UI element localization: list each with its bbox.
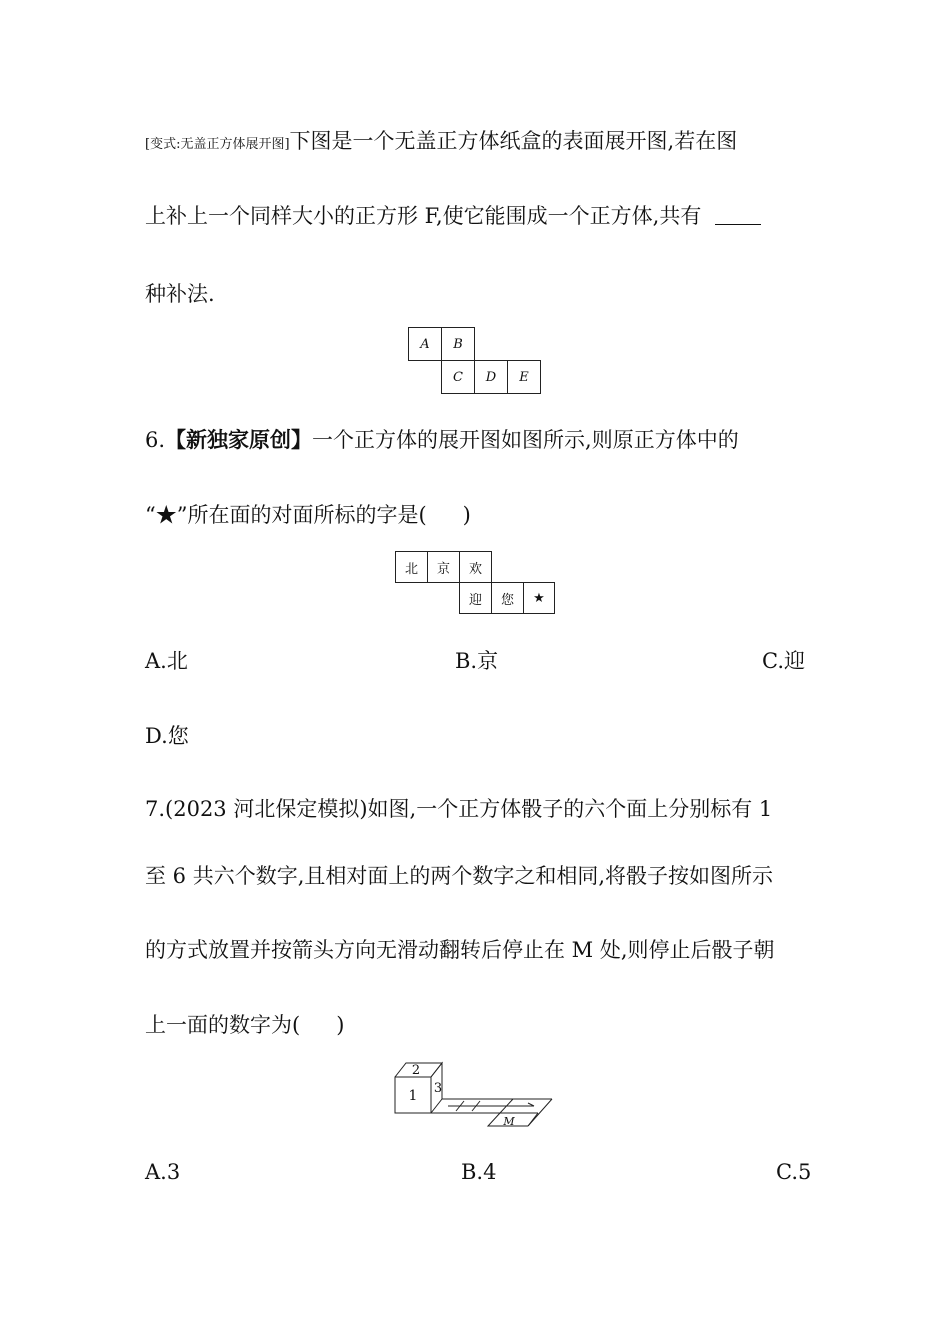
net-cell-c: C [441, 360, 475, 394]
q7-option-c[interactable]: C.5 [776, 1160, 812, 1184]
net-cell-ying: 迎 [459, 582, 492, 614]
dice-side-label: 3 [433, 1081, 443, 1096]
q6-net-figure [395, 551, 555, 614]
q6-source: 【新独家原创】 [165, 427, 313, 452]
dice-end-label: M [503, 1115, 515, 1128]
q5-line-2: 上补上一个同样大小的正方形 F,使它能围成一个正方体,共有 [145, 206, 761, 227]
q7-line-2: 至 6 共六个数字,且相对面上的两个数字之和相同,将骰子按如图所示 [145, 864, 774, 888]
q7-option-b[interactable]: B.4 [461, 1160, 497, 1184]
q6-option-b[interactable]: B.京 [455, 649, 499, 673]
dice-top-label: 2 [411, 1063, 421, 1078]
net-cell-b: B [441, 327, 475, 361]
q6-option-c[interactable]: C.迎 [762, 649, 805, 673]
q6-option-d[interactable]: D.您 [145, 724, 189, 748]
q7-dice-figure [388, 1055, 560, 1133]
answer-blank [715, 223, 761, 225]
q7-line-4: 上一面的数字为( ) [145, 1013, 345, 1037]
q5-net-figure [408, 327, 542, 395]
q5-line-3: 种补法. [145, 282, 215, 306]
q7-line-3: 的方式放置并按箭头方向无滑动翻转后停止在 M 处,则停止后骰子朝 [145, 938, 775, 962]
net-cell-nin: 您 [491, 582, 524, 614]
q7-option-a[interactable]: A.3 [145, 1160, 181, 1184]
q6-option-a[interactable]: A.北 [145, 649, 188, 673]
dice-front-label: 1 [408, 1088, 418, 1104]
net-cell-d: D [474, 360, 508, 394]
net-cell-a: A [408, 327, 442, 361]
q6-line-2: “★”所在面的对面所标的字是( ) [145, 503, 471, 527]
net-cell-bei: 北 [395, 551, 428, 583]
q5-tag: [变式:无盖正方体展开图] [145, 137, 290, 152]
net-cell-huan: 欢 [459, 551, 492, 583]
q7-line-1: 7.(2023 河北保定模拟)如图,一个正方体骰子的六个面上分别标有 1 [145, 797, 773, 821]
net-cell-e: E [507, 360, 541, 394]
q5-line-1: [变式:无盖正方体展开图]下图是一个无盖正方体纸盒的表面展开图,若在图 [145, 129, 738, 153]
net-cell-star: ★ [523, 582, 555, 614]
q6-line-1: 6.【新独家原创】一个正方体的展开图如图所示,则原正方体中的 [145, 427, 739, 452]
net-cell-jing: 京 [427, 551, 460, 583]
